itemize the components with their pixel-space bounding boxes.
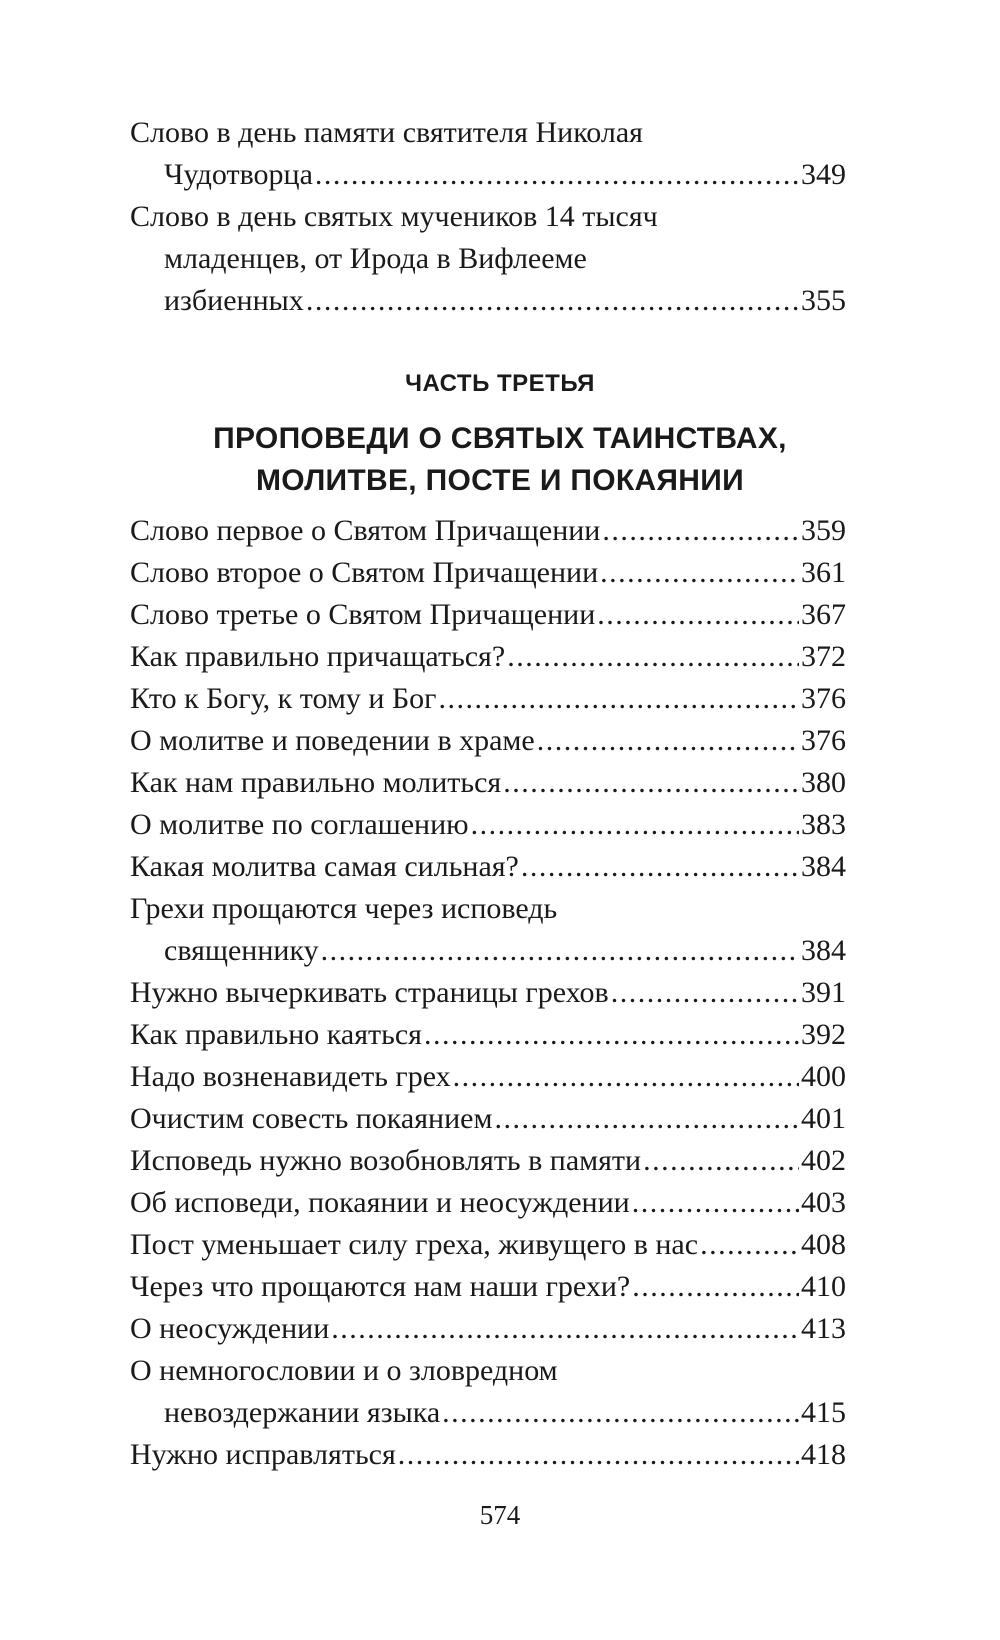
- toc-page-number: 372: [801, 640, 846, 673]
- leader-dots: [643, 1140, 799, 1182]
- leader-dots: [700, 1224, 799, 1266]
- toc-entry-title: Слово первое о Святом Причащении: [130, 514, 601, 547]
- toc-page-number: 384: [801, 850, 846, 883]
- toc-page-number: 415: [801, 1396, 846, 1429]
- leader-dots: [537, 720, 799, 762]
- toc-entry: [130, 1014, 846, 1056]
- page-number: 574: [479, 1500, 521, 1530]
- leader-dots: [438, 678, 799, 720]
- part-title-line-1: ПРОПОВЕДИ О СВЯТЫХ ТАИНСТВАХ,: [213, 422, 787, 455]
- toc-entry-title: Пост уменьшает силу греха, живущего в нас: [130, 1228, 699, 1261]
- leader-dots: [600, 552, 799, 594]
- toc-page-number: 359: [801, 514, 846, 547]
- toc-entry-title: Грехи прощаются через исповедь: [130, 892, 558, 925]
- toc-entry-title-cont: священнику: [164, 934, 319, 967]
- toc-page-number: 383: [801, 808, 846, 841]
- leader-dots: [424, 1014, 799, 1056]
- leader-dots: [521, 846, 799, 888]
- toc-page-number: 410: [801, 1270, 846, 1303]
- toc-entry: [130, 1182, 846, 1224]
- leader-dots: [494, 1098, 799, 1140]
- toc-page-number: 349: [801, 158, 846, 191]
- toc-entry-title: Слово третье о Святом Причащении: [130, 598, 596, 631]
- leader-dots: [306, 280, 799, 322]
- toc-page-number: 400: [801, 1060, 846, 1093]
- toc-entry: [130, 1224, 846, 1266]
- leader-dots: [507, 636, 799, 678]
- toc-entry-title-cont: избиенных: [164, 284, 304, 317]
- toc-page-number: 413: [801, 1312, 846, 1345]
- toc-page-number: 376: [801, 682, 846, 715]
- leader-dots: [632, 1182, 799, 1224]
- toc-entry-title: Как правильно причащаться?: [130, 640, 506, 673]
- leader-dots: [632, 1266, 799, 1308]
- toc-page-number: 392: [801, 1018, 846, 1051]
- toc-page-number: 367: [801, 598, 846, 631]
- toc-entry-title: Нужно вычеркивать страницы грехов: [130, 976, 609, 1009]
- toc-entry: [130, 112, 846, 196]
- toc-entry: [130, 804, 846, 846]
- toc-entry-title: Слово в день святых мучеников 14 тысяч: [130, 200, 658, 233]
- leader-dots: [602, 510, 799, 552]
- toc-entry: [130, 720, 846, 762]
- toc-entry: [130, 846, 846, 888]
- toc-entry: [130, 1056, 846, 1098]
- toc-entry: [130, 678, 846, 720]
- leader-dots: [597, 594, 799, 636]
- toc-entry: [130, 1266, 846, 1308]
- toc-page-number: 376: [801, 724, 846, 757]
- toc-entry: [130, 972, 846, 1014]
- leader-dots: [503, 762, 799, 804]
- leader-dots: [471, 804, 799, 846]
- part-label: ЧАСТЬ ТРЕТЬЯ: [405, 370, 595, 397]
- toc-entry: [130, 1140, 846, 1182]
- leader-dots: [442, 1392, 799, 1434]
- toc-entry: [130, 1434, 846, 1476]
- toc-entry-title: О молитве по соглашению: [130, 808, 469, 841]
- toc-entry: [130, 1308, 846, 1350]
- toc-top-section: [130, 112, 846, 322]
- leader-dots: [453, 1056, 799, 1098]
- toc-page-number: 361: [801, 556, 846, 589]
- toc-entry-title: Как правильно каяться: [130, 1018, 422, 1051]
- toc-page-number: 355: [801, 284, 846, 317]
- leader-dots: [321, 930, 799, 972]
- toc-entry: [130, 1098, 846, 1140]
- toc-entry: [130, 888, 846, 972]
- toc-entry: [130, 1350, 846, 1434]
- toc-page-number: 408: [801, 1228, 846, 1261]
- toc-entry-title: Через что прощаются нам наши грехи?: [130, 1270, 631, 1303]
- toc-entry-title-cont: Чудотворца: [164, 158, 313, 191]
- toc-entry-title: Какая молитва самая сильная?: [130, 850, 519, 883]
- leader-dots: [315, 154, 799, 196]
- toc-entry-title: О молитве и поведении в храме: [130, 724, 535, 757]
- toc-entry: [130, 762, 846, 804]
- leader-dots: [398, 1434, 799, 1476]
- toc-entry-title-cont: невоздержании языка: [164, 1396, 441, 1429]
- toc-entry-title: О неосуждении: [130, 1312, 330, 1345]
- toc-entry-title: Нужно исправляться: [130, 1438, 396, 1471]
- toc-page-number: 402: [801, 1144, 846, 1177]
- toc-entry: [130, 594, 846, 636]
- toc-page-number: 384: [801, 934, 846, 967]
- toc-entry-title: Очистим совесть покаянием: [130, 1102, 493, 1135]
- toc-page-number: 380: [801, 766, 846, 799]
- toc-entry-title-cont: младенцев, от Ирода в Вифлееме: [164, 242, 587, 275]
- toc-entry-title: Об исповеди, покаянии и неосуждении: [130, 1186, 630, 1219]
- toc-page-number: 391: [801, 976, 846, 1009]
- toc-page-number: 403: [801, 1186, 846, 1219]
- leader-dots: [611, 972, 799, 1014]
- toc-entry-title: Слово второе о Святом Причащении: [130, 556, 599, 589]
- toc-entry: [130, 196, 846, 322]
- toc-page-number: 401: [801, 1102, 846, 1135]
- toc-page-number: 418: [801, 1438, 846, 1471]
- toc-entry-title: Надо возненавидеть грех: [130, 1060, 451, 1093]
- toc-entry-title: Слово в день памяти святителя Николая: [130, 116, 643, 149]
- toc-entry-title: Как нам правильно молиться: [130, 766, 502, 799]
- toc-entry: [130, 510, 846, 552]
- toc-entry-title: Кто к Богу, к тому и Бог: [130, 682, 437, 715]
- toc-entry-title: Исповедь нужно возобновлять в памяти: [130, 1144, 642, 1177]
- toc-entry: [130, 636, 846, 678]
- part-title-line-2: МОЛИТВЕ, ПОСТЕ И ПОКАЯНИИ: [256, 464, 744, 497]
- toc-entry: [130, 552, 846, 594]
- toc-entry-title: О немногословии и о зловредном: [130, 1354, 558, 1387]
- leader-dots: [331, 1308, 799, 1350]
- toc-main-section: [130, 510, 846, 1476]
